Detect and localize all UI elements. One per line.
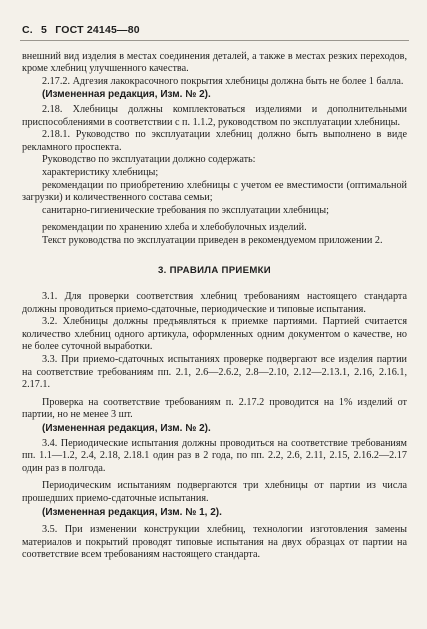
paragraph: 3.2. Хлебницы должны предъявляться к приемке партиями. Партией считается количество хлебниц одного артикула, оформленных одним документом о качестве, но не более суточной выработки. bbox=[22, 316, 407, 353]
header-rule bbox=[20, 40, 409, 41]
header-standard: ГОСТ 24145—80 bbox=[55, 24, 140, 36]
list-item: рекомендации по приобретению хлебницы с учетом ее вместимости (оптимальной загрузки) и количественного состава семьи; bbox=[22, 179, 407, 204]
paragraph: Текст руководства по эксплуатации приведен в рекомендуемом приложении 2. bbox=[42, 234, 383, 246]
amendment-note: (Измененная редакция, Изм. № 1, 2). bbox=[42, 506, 222, 518]
paragraph: 3.5. При изменении конструкции хлебниц, технологии изготовления замены материалов и покрытий проводят типовые испытания на двух образцах от партии на соответствие всем требованиям настоящего стандарта. bbox=[22, 524, 407, 561]
paragraph: 2.17.2. Адгезия лакокрасочного покрытия хлебницы должна быть не более 1 балла. bbox=[42, 75, 404, 87]
list-item: рекомендации по хранению хлеба и хлебобулочных изделий. bbox=[42, 222, 307, 234]
header-page-number: 5 bbox=[41, 24, 48, 36]
paragraph: 3.1. Для проверки соответствия хлебниц требованиям настоящего стандарта должны проводиться приемо-сдаточные, периодические и типовые испытания. bbox=[22, 291, 407, 315]
paragraph: 2.18.1. Руководство по эксплуатации хлебниц должно быть выполнено в виде рекламного проспекта. bbox=[22, 129, 407, 153]
amendment-note: (Измененная редакция, Изм. № 2). bbox=[42, 423, 211, 435]
paragraph: 2.18. Хлебницы должны комплектоваться изделиями и дополнительными приспособлениями в соответствии с п. 1.1.2, руководством по эксплуатации хлебницы. bbox=[22, 103, 407, 128]
paragraph: 3.3. При приемо-сдаточных испытаниях проверке подвергают все изделия партии на соответствие требованиям пп. 2.1, 2.6—2.6.2, 2.8—2.10, 2.12—2.13.1, 2.16, 2.16.1, 2.17.1. bbox=[22, 354, 407, 391]
list-item: санитарно-гигиенические требования по эксплуатации хлебницы; bbox=[42, 204, 329, 216]
list-item: характеристику хлебницы; bbox=[42, 166, 159, 178]
paragraph: 3.4. Периодические испытания должны проводиться на соответствие требованиям пп. 1.1—1.2, 2.4, 2.18, 2.18.1 один раз в 2 года, по пп. 2.2, 2.6, 2.11, 2.15, 2.16.2—2.17 один раз в полгода. bbox=[22, 437, 407, 474]
paragraph: Периодическим испытаниям подвергаются три хлебницы от партии из числа прошедших приемо-сдаточные испытания. bbox=[22, 480, 407, 504]
paragraph: Проверка на соответствие требованиям п. 2.17.2 проводится на 1% изделий от партии, но не менее 3 шт. bbox=[22, 396, 407, 421]
paragraph: Руководство по эксплуатации должно содержать: bbox=[42, 154, 256, 166]
paragraph: внешний вид изделия в местах соединения деталей, а также в местах резких переходов, кроме хлебниц улучшенного качества. bbox=[22, 50, 407, 75]
section-title: 3. ПРАВИЛА ПРИЕМКИ bbox=[158, 264, 271, 276]
header-letter: С. bbox=[22, 24, 33, 36]
page-header bbox=[22, 24, 407, 37]
amendment-note: (Измененная редакция, Изм. № 2). bbox=[42, 89, 211, 101]
